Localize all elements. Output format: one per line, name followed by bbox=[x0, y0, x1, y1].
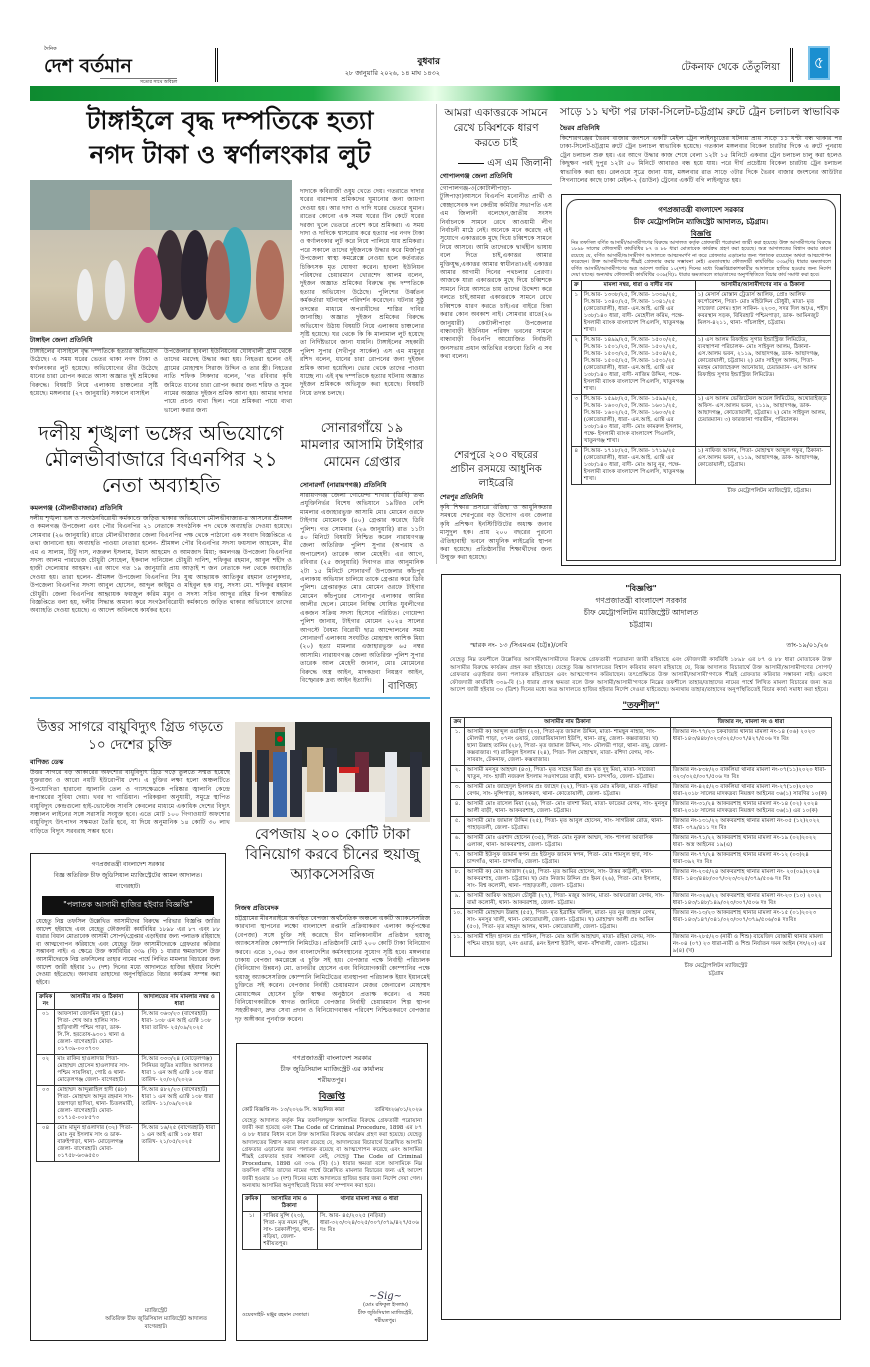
cell-acc: মোঃ মামুন হাওলাদার (৩২) পিতা- মোঃ নুর ইসলাম সাং ও ডাক- বারুইপাড়া, থানা- মোড়েলগঞ্জ জেলা- বাগেরহাট। মোবা- ০১৭৫৮-৬৩৬৫৫০ bbox=[55, 1124, 139, 1162]
table-row bbox=[451, 727, 832, 765]
cell-acc: আসামী মোঃ জাহেদুল ইসলাম প্রঃ জাহেদ (২২), পিতা- মৃত মোঃ মফিজ, মাতা- নাছিমা বেগম, সাং- মুন্সিপাড়া, আলকরণ, থানা- কোতোয়ালী, জেলা- চট্টগ্রাম। bbox=[465, 782, 671, 799]
cell-n: ১ bbox=[572, 291, 582, 336]
cell-n: ০৪ bbox=[37, 1124, 55, 1162]
court-name: চীফ মেট্রোপলিটন ম্যাজিস্ট্রেট আদালত bbox=[583, 608, 699, 617]
newspaper-logo[interactable]: দেশ বর্তমান bbox=[44, 55, 132, 77]
cell-case: জিআর নং-৩১/২৪ আকবরশাহ থানার মামলা নং-১৪ (০২) ২০২৪ ধারা-২০১৮ সালের মাদকদ্রব্য নিয়ন্ত্রণ আইনের ৩৬(১) এর ১০(ক) bbox=[670, 799, 831, 816]
notice-intro: যেহেতু আদালত কর্তৃক নিম্ন তফসিলভুক্ত আসামির বিরুদ্ধে গ্রেফতারী পরোয়ানা জারী করা হয়েছে এবং The Code of Criminal Procedure, 1898 এর ৮৭ ও ৮৮ ধারার বিধান বলে উক্ত আসামির বিরুদ্ধে কার্যক্রম গ্রহণ করা হয়েছে। যেহেতু আদালতের বিশ্বাস করার কারণ রয়েছে যে, আদালতের বিচারার্থে উল্লেখিত আসামি গ্রেফতার এড়ানোর জন্য পলাতক রয়েছে বা আত্মগোপন করেছে এবং আসামির শীঘ্রই গ্রেফতার হবার সম্ভাবনা নেই, সেহেতু The Code of Criminal Procedure, 1898 এর ৩৩৯ (বি) (১) ধারার ক্ষমতা বলে আসামিকে নিম্ন তফসিল বর্ণিত তাদের নামের পার্শ্বে উল্লেখিত মামলার বিচারের জন্য এই আদেশ জারী হওয়ার ১০ (দশ) দিনের মধ্যে আদালতে হাজির হবার জন্য নির্দেশ দেয়া গেল। অন্যথায় আসামির অনুপস্থিতেই বিচার কার্য সম্পাদন করা হবে। bbox=[242, 1118, 422, 1189]
notice-intro: যেহেতু নিম্ন তফশীলে উল্লেখিত আসামী/আসামীদের বিরুদ্ধে গ্রেফতারী পরোয়ানা জারী রহিয়াছে এবং ফৌজদারী কার্যবিধি ১৮৯৮ এর ৮৭ ও ৮৮ ধারা মোতাবেক উক্ত আসামীর বিরুদ্ধে কার্যক্রম গ্রহন করা হইয়াছে। যেহেতু বিজ্ঞ আদালতের বিশ্বাস করিবার কারণ রহিয়াছে যে, বিজ্ঞ আদালত বিচারার্থে উক্ত আসামী/আসামীগণের সোপর্দ/গ্রেফতার এড়াইবার জন্য পলাতক রহিয়াছেন এবং আত্মগোপন করিয়াছেন। তৎপ্রেক্ষিতে উক্ত আসামী/আসামী'গণকে শীঘ্রই গ্রেফতার করিবার সম্ভাবনা নাই। একণে ফৌজদারী কার্যবিধি ৩৩৯-বি (১) ধারার প্রদত্ত ক্ষমতা বলে উক্ত আসামী/আসামী'গণকে নিম্নের তফশীলে তাহার/তাহাদের নামের পার্শ্বে লিখিত মামলা বিচারের জন্য অত্র আদেশ জারী হইবার ৩০ (ত্রিশ) দিনের মধ্যে অত্র আদালতে হাজির হইবার নির্দেশ দেওয়া যাইতেছে। অন্যথায় তাহার/তাহাদের অনুপস্থিতিতেই বিচার কার্য্য সমাধা করা হইবে। bbox=[450, 657, 832, 694]
masthead bbox=[30, 46, 842, 88]
signing-ceremony-photo bbox=[235, 722, 430, 822]
ctg2-table bbox=[450, 717, 832, 957]
cell-case: সি.আর- ১৭১৮/২৫, সি.আর- ১৭১৯/২৫ (কোতোয়ালী), ধারা- এন.আই. এ্যাক্ট এর ১৩৮/১৪০ ধারা, বাদী- মোঃ আবু নূর, পক্ষে- ইসলামী ব্যাংক বাংলাদেশ পিএলসি, খাতুনগঞ্জ শাখা। bbox=[581, 447, 695, 485]
cell-acc: আসামী মোঃ এরশাদ হোসেন (৩৫), পিতা- মোঃ নুরুল আম্মদ, সাং- শাপলা আবাসিক এলাকা, থানা- আকবরশাহ, জেলা- চট্টগ্রাম। bbox=[465, 833, 671, 850]
train-headline[interactable]: সাড়ে ১১ ঘণ্টা পর ঢাকা-সিলেট-চট্টগ্রাম রুটে ট্রেন চলাচল স্বাভাবিক bbox=[560, 106, 840, 118]
table-row bbox=[37, 1010, 220, 1055]
signature: চীফ মেট্রোপলিটন ম্যাজিস্ট্রেট চট্টগ্রাম bbox=[684, 962, 748, 977]
column-header: আসামীর নাম ও ঠিকানা bbox=[55, 993, 139, 1010]
signature: ম্যাজিস্ট্রেট অতিরিক্ত চীফ জুডিসিয়াল ম্যাজিস্ট্রেট আদালত বাগেরহাট। bbox=[105, 1308, 207, 1330]
column-header: ক্রমিক bbox=[243, 1195, 261, 1212]
table-row bbox=[451, 867, 832, 891]
cell-n: ৮. bbox=[451, 867, 465, 891]
cell-acc: মোহাম্মদ আব্দুল্লাহিল হাদী (৪৮) পিতা- মোহাম্মদ আব্দুর রহমান সাং- চন্দ্রপাড়া ছাদিয়া, থানা- চিতলমারী, জেলা- বাগেরহাট। মোবা- ০১৭১৫-০০৮৫৭৩ bbox=[55, 1086, 139, 1124]
cell-n: ৩ bbox=[572, 395, 582, 447]
notice-title: "বিজ্ঞপ্তি" bbox=[625, 584, 657, 593]
section-rule bbox=[30, 697, 430, 699]
table-row bbox=[451, 891, 832, 908]
table-row bbox=[451, 765, 832, 782]
notice-title: বিজ্ঞপ্তি bbox=[690, 230, 712, 238]
lead-body-col3: দাদাকে কবিরাজী ওষুধ খেতে দেয়। গতরাতে দাদার ঘরের বারান্দায় শ্রমিকদের ঘুমানোর জন্য জায়গা দেওয়া হয়। আর দাদা ও দাদি ঘরের ভেতরে ঘুমান। রাতের কোনো এক সময় ঘরের টিন কেটে ঘরের দরজা খুলে ভেতরে প্রবেশ করে শ্রমিকরা। এ সময় দাদা ও দাদিকে শ্বাসরোধ করে হত্যার পর নগদ টাকা ও স্বর্ণালংকার লুট করে নিয়ে পালিয়ে যায় শ্রমিকরা। পরে সকালে তাদের দুইজনকে উদ্ধার করে মির্জাপুর উপজেলা স্বাস্থ্য কমপ্লেক্সে নেওয়া হলে কর্তব্যরত চিকিৎসক মৃত ঘোষণা করেন। হাবলা ইউনিয়ন পরিষদের চেয়ারম্যান খোরশেদ আলম বলেন, দুইজন অজ্ঞাত শ্রমিকের বিরুদ্ধে বৃদ্ধ দম্পতিকে হত্যার অভিযোগ উঠেছে। পুলিশের উর্ধ্বতন কর্মকর্তারা ঘটনাস্থল পরিদর্শন করেছেন। ঘটনার সুষ্ঠু তদন্তের মাধ্যমে অপরাধীদের শাস্তির দাবির জানাচ্ছি। অজ্ঞাত দুইজন শ্রমিকের বিরুদ্ধে অভিযোগ উঠায় বিষয়টি নিয়ে এলাকায় চাঞ্চল্যের সৃষ্টি হয়েছে। ঘর থেকে কি কি মালামাল লুট হয়েছে তা নির্দিষ্টভাবে জানা যায়নি। টাঙ্গাইলের সহকারী পুলিশ সুপার (সখীপুর সার্কেল) এস এম মামুনুর রশিদ বলেন, ধানের চারা রোপনের জন্য দুইজন শ্রমিক আনা হয়েছিল। ভোর থেকে তাদের পাওয়া যাচ্ছে না। এই বৃদ্ধ দম্পতিকে হত্যার ঘটনায় অজ্ঞাত দুইজন শ্রমিককে অভিযুক্ত করা হয়েছে। বিষয়টি নিয়ে তদন্ত চলছে। bbox=[300, 188, 424, 397]
column-header: থানার মামলা নম্বর ও ধারা bbox=[318, 1195, 422, 1212]
cell-case: সি.আর ৪৮২/২৩ (বাগেরহাট) ধারা ১ এন আই এ্যাক্ট ১৩৮ ধারা তারিখ- ১১/০৯/২০২৪ bbox=[139, 1086, 220, 1124]
col-divider bbox=[436, 104, 437, 564]
wind-byline: বাণিজ্য ডেস্ক bbox=[30, 757, 230, 771]
lead-body-col1: টাঙ্গাইলের বাসাইলে বৃদ্ধ দম্পতিকে হত্যার অভিযোগ উঠেছে। এ সময় ঘরের ভেতর থাকা নগদ টাকা ও স্বর্ণালংকার লুট হয়েছে। অভিযোগের তীর উঠেছে ধানের চারা রোপন করতে আসা অজ্ঞাত দুই শ্রমিকের বিরুদ্ধে। বিষয়টি নিয়ে এলাকায় চাঞ্চল্যের সৃষ্টি হয়েছে। মঙ্গলবার (২৭ জানুয়ারি) সকালে বাসাইল bbox=[30, 348, 158, 398]
bepza-byline: নিজস্ব প্রতিবেদক bbox=[235, 903, 430, 917]
signature: চীফ মেট্রোপলিটন ম্যাজিস্ট্রেট, চট্টগ্রাম। bbox=[727, 488, 811, 495]
gov-title: গণপ্রজাতন্ত্রী বাংলাদেশ সরকার bbox=[91, 861, 165, 868]
cell-acc: আসামী মোহাম্মদ উল্লাহ (৫৫), পিতা- মৃত ইব্রাহিম খলিল, মাতা- মৃত নুর জাহান বেগম, সাং- মনসুর খালী, থানা- কোতোয়ালী, জেলা- চট্টগ্রাম। খ) মোহাম্মদ আলী প্রঃ আমিন (৫০), পিতা- মৃত মাহমুদ আলম, থানা- কোতোয়ালী, জেলা- চট্টগ্রাম। bbox=[465, 908, 671, 932]
notice-intro: যেহেতু নিম্ন তফসিল উল্লেখিত আসামীদের বিরুদ্ধে পরিভার বিজ্ঞপ্তি জারির আদেশ হইয়াছে এবং যেহেতু ফৌজদারী কার্যবিধির ১৮৯৮ এর ৮৭ এবং ৮৮ ধারার বিধান মোতাবেক আসামী সোপর্দ/গ্রেপ্তার এড়াইবার জন্য পলাতক রহিয়াছে বা আত্মগোপন করিয়াছে এবং যেহেতু উক্ত আসামীদেরকে গ্রেফতার করিবার সম্ভাবনা নাই। এ ক্ষেত্রে উক্ত কার্যবিধির ৩৩৯ (বি) ১ ধারার ক্ষমতাবলে উক্ত আসামীদেরকে নিম্ন তফসিলের তাহার নামের পার্শ্বে লিখিত মামলার বিচারের জন্য আদেশ জারী হইবার ১০ (দশ) দিনের মধ্যে আদালতে হাজির হইবার নির্দেশ দেওয়া হইতেছে। অন্যথায় তাহাদের অনুপস্থিতিতে বিচার কার্যক্রম সম্পন্ন করা হইবে। bbox=[36, 919, 220, 986]
cell-case: সি.আর ৩৩৩/২৪ (মোড়েলগঞ্জ) সিনিয়র জুডিঃ ম্যাজিঃ আদালত ধারা ১ এন আই এ্যাক্ট ১৩৮ ধারা তারিখ- ২০/০২/২০২৬ bbox=[139, 1055, 220, 1086]
shariatpur-table bbox=[242, 1194, 422, 1250]
table-row bbox=[37, 1124, 220, 1162]
library-headline[interactable]: শেরপুরে ২০০ বছরের প্রাচীন রসময়ে আধুনিক লাইব্রেরি bbox=[450, 450, 542, 489]
quote-author: এস এম জিলানী bbox=[440, 156, 552, 173]
table-row bbox=[572, 395, 831, 447]
bagerhat-table bbox=[36, 992, 220, 1162]
shariatpur-notice bbox=[236, 1043, 428, 1341]
cell-acc: আফসানা জেসমিন খুশ্রা (৪১) পিতা- শেখ আঃ হালিম সাং- হাড়িখালী পশ্চিম পাড়া, ডাক- সি.সি. হরতোষ-৯৩০১ থানা ও জেলা- বাগেরহাট। মোবা- ০১৭৩৯-০০৩৭৩০ bbox=[55, 1010, 139, 1055]
cell-case: জিআর নং-৭১/২২ আকবরশাহ থানার মামলা নং-১৯ (০২)২০২২ ধারা- অস্ত্র আইনের ১৯(এ) bbox=[670, 833, 831, 850]
table-row bbox=[37, 1086, 220, 1124]
cell-n: ১. bbox=[451, 727, 465, 765]
cell-case: জিআর নং-৮৩৮/২০ বাকলিয়া থানার মামলা নং-০৭(১১)২০২০ ধারা- ৩২৩/৩২৫/৩০৭/৫০৬ দঃ বিঃ bbox=[670, 765, 831, 782]
section-label: বাণিজ্য bbox=[388, 681, 418, 692]
bnp-body: দলীয় শৃঙ্খলা ভঙ্গ ও সংগঠনবিরোধী কর্মকাণ্ডে জড়িত থাকার অভিযোগে মৌলভীবাজার-৪ আসনের শ্রীমঙ্গল ও কমলগঞ্জ উপজেলা এবং পৌর বিএনপির ২১ নেতাকে সংগঠনিক পদ থেকে অব্যাহতি দেওয়া হয়েছে। সোমবার (২৬ জানুয়ারি) রাতে মৌলভীবাজার জেলা বিএনপির পক্ষ থেকে পাঠানো এক সংবাদ বিজ্ঞপ্তিতে এ তথ্য জানানো হয়। অব্যাহতি পাওয়া নেতারা হলেন- শ্রীমঙ্গল পৌর বিএনপির সদস্য ফয়সাল আহমেদ, মীর এম এ সালাম, টিটু দাস, নজরুল ইসলাম, টমাস আহমেদ ও আমজাদ মিয়া; কমলগঞ্জ উপজেলা বিএনপির সদস্য আলম পারভেজ চৌধুরী সোহেল, ইকবাল দানিয়েল চৌধুরী দানিশ, শফিকুর রহমান, আবুল শহীদ ও হাজী দেলোয়ার আহমদ। এর আগে গত ১৯ জানুয়ারি প্রায় আড়াই শ জন নেতাকে দল থেকে অব্যাহতি দেওয়া হয়। তারা হলেন- শ্রীমঙ্গল উপজেলা বিএনপির সিঃ যুগ্ম আহ্বায়ক আতিকুর রহমান তালুকদার, উপজেলা বিএনপির সদস্য আবুল হোসেন, আব্দুল কাইয়ুম ও মহিবুল হক বাবু, সদস্য মো. শফিকুর রহমান চৌধুরী। জেলা বিএনপির আহ্বায়ক ফয়জুল করিম ময়ুন ও সদস্য সচিব আব্দুর রহিম রিপন স্বাক্ষরিত বিজ্ঞপ্তিতে বলা হয়, দলীয় সিদ্ধান্ত অমান্য করে সংগঠনবিরোধী কর্মকাণ্ডে জড়িত থাকার অভিযোগে তাদের অব্যাহতি দেওয়া হয়েছে। এ আদেশ অবিলম্বে কার্যকর হবে। bbox=[30, 515, 292, 615]
cell-case: সি.আর- ১৩৩৮/২৫, সি.আর- ১৩৩৯/২৫, সি.আর- ১৩৪০/২৫, সি.আর- ১৩৪১/২৫ (কোতোয়ালী), ধারা- এন.আই. এ্যাক্ট এর ১৩৮/১৪০ ধারা, বাদী- মেহেদীল করিম, পক্ষে- ইসলামী ব্যাংক বাংলাদেশ পিএলসি, খাতুনগঞ্জ শাখা। bbox=[581, 291, 695, 336]
photo-caption: টাঙ্গাইল জেলা প্রতিনিধি bbox=[30, 335, 292, 349]
signature: ~Sig~ (মোঃ রফিকুল ইসলাম) চীফ জুডিসিয়াল ম্যাজিস্ট্রেট, শরীয়তপুর। bbox=[357, 1291, 413, 1324]
column-header: জিআর নং, মামলা নং ও ধারা bbox=[670, 717, 831, 727]
cell-n: ১। bbox=[243, 1212, 261, 1250]
notice-title: "পলাতক আসামী হাজির হইবার বিজ্ঞপ্তি" bbox=[42, 896, 214, 915]
city: চট্টগ্রাম। bbox=[629, 620, 653, 629]
cell-n: ১০. bbox=[451, 908, 465, 932]
bepza-body: চট্টগ্রামের মীরসরাইয়ে অবস্থিত বেপজা অর্থনৈতিক অঞ্চলে একটি অ্যাকসেসরিজ কারখানা স্থাপনের লক্ষ্যে বাংলাদেশ রপ্তানি প্রক্রিয়াকরণ এলাকা কর্তৃপক্ষের (বেপজা) সঙ্গে চুক্তি সই করেছে চীন মালিকানাধীন প্রতিষ্ঠান হুয়াজু অ্যাকসেসরিজ কোম্পানি লিমিটেড। প্রতিষ্ঠানটি মোট ২০০ কোটি টাকা বিনিয়োগ করবে। এতে ১,৩৬৫ জন বাংলাদেশির কর্মসংস্থানের সুযোগ সৃষ্টি হবে। মঙ্গলবার ঢাকায় বেপজা কমপ্লেক্সে এ চুক্তি সই হয়। বেপজার পক্ষে নির্বাহী পরিচালক (বিনিয়োগ উন্নয়ন) মো. তানভীর হোসেন এবং বিনিয়োগকারী কোম্পানির পক্ষে হুয়াজু অ্যাকসেসরিজ কোম্পানি লিমিটেডের ব্যবস্থাপনা পরিচালক ইয়াং ইয়ানমেই চুক্তিতে সই করেন। বেপজার নির্বাহী চেয়ারম্যান মেজর জেনারেল মোহাম্মদ মোয়াজ্জেম হোসেন চুক্তি স্বাক্ষর অনুষ্ঠানে প্রত্যক্ষ করেন। এ সময় বিনিয়োগকারীকে স্বাগত জানিয়ে বেপজার নির্বাহী চেয়ারম্যান শিল্প স্থাপন সহজীকরণ, দ্রুত সেবা প্রদান ও বিনিয়োগবান্ধব পরিবেশ নিশ্চিতকরণে বেপজার দৃঢ় অঙ্গীকার পুনর্ব্যক্ত করেন। bbox=[235, 915, 430, 1023]
memo-line: স্মারক নং- ১৩ /সিএমএম (চট্টঃ)/নেবি তাং-১৯/০১/২৬ bbox=[470, 641, 828, 649]
date: ২৮ জানুয়ারি ২০২৬, ১৪ মাঘ ১৪৩২ bbox=[344, 69, 440, 77]
train-byline: ভৈরব প্রতিনিধি bbox=[560, 123, 842, 137]
crowd-photo-illustration bbox=[30, 180, 292, 332]
court-name: চীফ মেট্রোপলিটন ম্যাজিস্ট্রেট আদালত, চট্টগ্রাম। bbox=[633, 218, 769, 226]
lead-photo bbox=[30, 180, 292, 332]
cell-acc: আসামী মনসুর আহম্মদ (৪৩), পিতা- মৃত সাহেব মিয়া প্রঃ মৃত দুদু মিয়া, মাতা- সাজেরা খাতুন, সাং- হাজী নজরুল ইসলাম সওদাগরের বাড়ী, থানা- চান্দগাঁও, জেলা- চট্টগ্রাম। bbox=[465, 765, 671, 782]
cell-n: ২ bbox=[572, 336, 582, 395]
cell-acc: ১) এস আলম ভেজিটেবল অয়েল লিমিটেড, অথোরাইজ্ড অফিস- এস.আলম ভবন, ২১১৯, আছাদগঞ্জ, ডাক- আছাদগঞ্জ, কোতোয়ালী, চট্টগ্রাম। ২) মোঃ সাইফুল আলম, চেয়ারম্যান। ৩) ফারজানা পারভীন, পরিচালক। bbox=[695, 395, 830, 447]
table-row bbox=[451, 932, 832, 956]
table-row bbox=[572, 336, 831, 395]
ctg-court-notice-1 bbox=[561, 194, 841, 566]
gov-title: গণপ্রজাতন্ত্রী বাংলাদেশ সরকার bbox=[595, 596, 687, 605]
library-byline: শেরপুর প্রতিনিধি bbox=[440, 492, 552, 506]
wind-body: উত্তর সাগরে বড় আকারের অফশোর বায়ুবিদ্যুৎ গ্রিড গড়ে তুলতে সম্মত হয়েছে যুক্তরাজ্য ও আরো নয়টি ইউরোপীয় দেশ। এ চুক্তির লক্ষ্য হলো অঞ্চলটিতে উপযোগিতা হারানো জ্বালানি তেল ও গ্যাসক্ষেত্রকে পরিষ্কার জ্বালানি কেন্দ্রে রূপান্তরের সুবিধা দেয়া। খবর দ্য গার্ডিয়ান। পরিকল্পনা অনুযায়ী, সমুদ্রে স্থাপিত বায়ুবিদ্যুৎ কেন্দ্রগুলো হাই-ভোল্টেজ সাবসি কেবলের মাধ্যমে একাধিক দেশের বিদ্যুৎ সঞ্চালন লাইনের সঙ্গে সরাসরি সংযুক্ত হবে। এতে মোট ১০০ গিগাওয়াট অফশোর বায়ুবিদ্যুৎ উৎপাদন সক্ষমতা তৈরি হবে, যা দিয়ে অনুমানিক ১৪ কোটি ৩০ লাখ বাড়িতে বিদ্যুৎ সরবরাহ সম্ভব হবে। bbox=[30, 769, 230, 835]
cell-acc: আসামী মোঃ জামাল উদ্দিন (২৫), পিতা- মৃত আবুল হোসেন, সাং- সাগরিকা রোড, থানা- পাহাড়তলী, জেলা- চট্টগ্রাম। bbox=[465, 816, 671, 833]
bnp-byline: কমলগঞ্জ (মৌলভীবাজার) প্রতিনিধি bbox=[30, 503, 292, 517]
column-header: আসামীর নাম ঠিকানা bbox=[465, 717, 671, 727]
table-row bbox=[451, 816, 832, 833]
pre-title: দৈনিক bbox=[44, 46, 57, 52]
library-body: কৃষি শিক্ষার প্রসারে ঐতিহ্য ও আধুনিকতার সমন্বয়ে শেরপুরের বড় উদ্যোগ এবং জেলার কৃষি প্রশিক্ষণ ইনস্টিটিউটের অধ্যক্ষ জনাব মাসুদুল হক। প্রায় ২০০ বছরের পুরনো ঐতিহ্যবাহী ভবনে আধুনিক লাইব্রেরি স্থাপন করা হয়েছে। প্রতিষ্ঠানটির শিক্ষার্থীদের জন্য উন্মুক্ত করা হয়েছে। bbox=[440, 504, 552, 562]
footer-note: ওয়েবসাইট- মঞ্জুর রহমান সেতারা। bbox=[242, 1312, 309, 1318]
quote-headline[interactable]: আমরা একাত্তরকে সামনে রেখে চব্বিশকে ধারণ করতে চাই bbox=[444, 107, 548, 149]
cell-n: ২. bbox=[451, 765, 465, 782]
column-header: আদালতের নাম মামলার নম্বর ও ধারা bbox=[139, 993, 220, 1010]
cell-n: ৯. bbox=[451, 891, 465, 908]
cell-case: জিআর নং-৭৭/২৪ আকবরশাহ থানার মামলা নং-১২ (০৩)২৪ ধারা-৩৯২ দঃ বিঃ bbox=[670, 850, 831, 867]
table-row bbox=[451, 908, 832, 932]
cell-acc: মাঃ রাকিব হাওলাদার পিতা- মোহাম্মদ হোসেন হাওলাদার সাং- পশ্চিম সায়লিয়া, পোষ্ট ও থানা- মোড়েলগঞ্জ জেলা- বাগেরহাট। bbox=[55, 1055, 139, 1086]
cell-n: ৪. bbox=[451, 799, 465, 816]
page-number: ৫ bbox=[808, 46, 830, 80]
lead-body-col2: উপজেলার হাবলা ইউনিয়নের ঘোষখালী গ্রাম থেকে তাদের মরদেহ উদ্ধার করা হয়। নিহতরা হলেন ওই গ্রামের মোহাম্মদ সিরাজ উদ্দিন ও তার স্ত্রী। নিহতের নাতি শফিক সিকদার বলেন, 'গত রবিবার কৃষি জমিতে ধানের চারা রোপন করার জন্য শরিফ ও সুমন নামের অজ্ঞাত দুইজন শ্রমিক আনা হয়। আমার দাদার পায়ে প্রচণ্ড ব্যথা ছিল। পরে শ্রমিকরা পায়ে ব্যথা ভালো করার জন্য bbox=[164, 348, 292, 414]
table-row bbox=[451, 850, 832, 867]
section-divider bbox=[383, 679, 384, 693]
cell-acc: আসামী ইউসুফ জামান স্বপন প্রঃ ইউসুফ জামান স্বপন, পিতা- মোঃ শামসুল হুদা, সাং- চান্দগাঁও, থানা- চান্দগাঁও, জেলা- চট্টগ্রাম। bbox=[465, 850, 671, 867]
quote-body: গোপালগঞ্জ-৩(কোটালীপাড়া-টুঙ্গিপাড়া)আসনে বিএনপি মনোনীত প্রার্থী ও স্বেচ্ছাসেবক দল কেন্দ্রীয় কমিটির সভাপতি এস এম জিলানী বলেছেন,জাতীয় সংসদ নির্বাচনকে সামনে রেখে আওয়ামী লীগ নির্বাচনী মাঠে নেই। অনেকে মনে করেছে এই সুযোগে একাত্তরকে মুছে দিয়ে চব্বিশকে সামনে নিয়ে আসবে। আমি তাদেরকে দ্ব্যর্থহীন ভাষায় বলে দিতে চাই,একাত্তর আমার মুক্তিযুদ্ধ,একাত্তর আমার স্বাধীনতা।এই একাত্তর আমার আগামী দিনের পথচলার প্রেরণা।আজকে যারা একাত্তরকে মুছে দিয়ে চব্বিশকে সামনে নিয়ে আসতে চায় তাদের উদ্দেশ্য করে বলতে চাই,আমরা একাত্তরকে সামনে রেখে চব্বিশকে ধারণ করতে চাই।এর বাইরে চিন্তা করার কোন অবকাশ নাই। সোমবার রাতে(২৬ জানুয়ারী) কোটালীপাড়া উপজেলার বান্ধাবাড়ী ইউনিয়ন পরিষদ ভবনের সামনে বান্ধাবাড়ী বিএনপি আয়োজিত নির্বাচনী জনসভায় প্রধান অতিথির বক্তব্যে তিনি এ সব কথা বলেন। bbox=[440, 185, 552, 361]
table-row bbox=[451, 782, 832, 799]
cell-case: জিআর নং-৭৭/২৩ চকবাজার থানার মামলা নং-১৪ (০৬) ২০২৩ ধারা-১৪৩/৪৪৮/৩২৩/৩২৫/৩০৭/৪২৭/৫০৬ দঃ বিঃ bbox=[670, 727, 831, 765]
cell-case: সি.আর- ১৫৯৮/২৫, সি.আর- ১৫৯৯/২৫, সি.আর- ১৬০০/২৫, সি.আর- ১৬০১/২৫, সি.আর- ১৬০২/২৫, সি.আর- ১৬০৩/২৫ (কোতোয়ালী), ধারা- এন.আই. এ্যাক্ট এর ১৩৮/১৪০ ধারা, বাদী- মোঃ কামরুল ইসলাম, পক্ষে- ইসলামী ব্যাংক বাংলাদেশ পিএলসি, খাতুনগঞ্জ শাখা। bbox=[581, 395, 695, 447]
memo-line: কোর্ট বিজ্ঞপ্তি নং- ১৩/২০২৬ সি. আর/নিজ কারা তারিখঃ২৬/০১/২০২৬ bbox=[242, 1107, 422, 1113]
column-header: আসামির নাম ও ঠিকানা bbox=[261, 1195, 318, 1212]
signature-scribble: ~Sig~ bbox=[368, 1291, 403, 1302]
cell-n: ৭. bbox=[451, 850, 465, 867]
table-row bbox=[451, 799, 832, 816]
court-name: চীফ জুডিসিয়াল ম্যাজিস্ট্রেট এর কার্যালয় bbox=[280, 1065, 384, 1073]
cell-case: জিআর নং-১৩১/২২ আকবরশাহ থানার মামলা নং-০৫ (১২)২০২২ ধারা- ৩৭৯/৪১১ দঃ বিঃ bbox=[670, 816, 831, 833]
cell-acc: ১) মেসার্স মোস্তান ট্রেডার্স আলিফ, প্রোঃ আলিফ কর্পোরেশন, পিতা- মোঃ মহিউদ্দিন চৌধুরী, মাতা- মৃত সাজেদা বেগম। হাল সাকিন- ২২৩৩, সদর দিল আ/এ, শহীদ কবরস্থান সড়ক, বিবিরহাট পশ্চিমপাড়া, ডাক- আমিনজুট মিলস-৪২১১, থানা- পাঁচলাইশ, চট্টগ্রাম। bbox=[695, 291, 830, 336]
cell-n: ৫. bbox=[451, 816, 465, 833]
cell-acc: ১) নাফিজ আলম, পিতা- মোহাম্মদ আব্দুল গফুর, ঠিকানা- এস.আলম ভবন, ২১১৯, আছাদগঞ্জ, ডাক- আছাদগঞ্জ, কোতোয়ালী, চট্টগ্রাম। bbox=[695, 447, 830, 485]
cell-acc: আসামী ক) মোঃ আজাদ (২৪), পিতা- মৃত আমির হোসেন, সাং- উত্তর কাট্টলী, থানা- আকবরশাহ, জেলা- চট্টগ্রাম। খ) মোঃ নিজাম উদ্দিন প্রঃ ইমন (২৬), পিতা- মোঃ ইসলাম, সাং- বিশ্ব কলোনী, থানা- পাহাড়তলী, জেলা- চট্টগ্রাম। bbox=[465, 867, 671, 891]
cell-acc: আসামী মোঃ রাসেল মিয়া (২৬), পিতা- মোঃ বাদশা মিয়া, মাতা- ফাতেমা বেগম, সাং- মুনসুর আলী বাড়ী, থানা- আকবরশাহ, জেলা- চট্টগ্রাম। bbox=[465, 799, 671, 816]
schedule-title: "তফশীল" bbox=[622, 700, 660, 711]
ctg1-table bbox=[571, 280, 831, 485]
gov-title: গণপ্রজাতন্ত্রী বাংলাদেশ সরকার bbox=[658, 206, 744, 214]
cell-case: সি. আর- ৪৫/২০২৫ (নড়িয়া) ধারা-৩২৩/৩২৪/৩২৫/৩০৭/৩৭৯/৪২৭/৫০৬ দঃ বিঃ bbox=[318, 1212, 422, 1250]
gov-title: গণপ্রজাতন্ত্রী বাংলাদেশ সরকার bbox=[292, 1054, 372, 1062]
cell-case: সি.আর ৩৬৩/২৩ (বাগেরহাট) ধারা- ১৩৮ এন আই এ্যাক্ট ১৩৮ ধারা তারিখ- ২৫/০৯/২০২৫ bbox=[139, 1010, 220, 1055]
tiger-byline: সোনারগাঁ (নারায়ণগঞ্জ) প্রতিনিধি bbox=[300, 480, 424, 494]
table-row bbox=[451, 833, 832, 850]
ctg-court-notice-2 bbox=[441, 574, 841, 1320]
header-divider bbox=[790, 48, 793, 82]
lead-headline[interactable]: টাঙ্গাইলে বৃদ্ধ দম্পতিকে হত্যা নগদ টাকা ও স্বর্ণালংকার লুট bbox=[86, 106, 374, 169]
bepza-photo bbox=[235, 722, 430, 822]
cell-case: সি.আর ১৬/২৫ (বাগেরহাট) ধারা ১ এন আই এ্যাক্ট ১৩৮ ধারা তারিখ- ২১/০৫/২০২৫ bbox=[139, 1124, 220, 1162]
tiger-body: নারায়ণগঞ্জ জেলা গোয়েন্দা শাখার (ডিবি) তথ্য প্রযুক্তিনির্ভর বিশেষ অভিযানে ১৯টিরও বেশি মামলার এজাহারভুক্ত আসামি মোঃ মোমেন ওরফে টাইগার মোমেনকে (৪০) গ্রেপ্তার করেছে ডিবি পুলিশ। গত সোমবার (২৬ জানুয়ারি) রাত ১১টা ৪০ মিনিটে বিষয়টি নিশ্চিত করেন নারায়ণগঞ্জ জেলা অতিরিক্ত পুলিশ সুপার (অপরাধ ও অপারেশন) তারেক আল মেহেদী। এর আগে, রবিবার (২৫ জানুয়ারি) দিবাগত রাত আনুমানিক ২টা ১৫ মিনিটে সোনারগাঁ উপজেলার কাঁচপুর এলাকায় অভিযান চালিয়ে তাকে গ্রেপ্তার করে ডিবি পুলিশ। গ্রেপ্তারকৃত মোঃ মোমেন ওরফে টাইগার মোমেন কাঁচপুরের সোনাপুর এলাকার আমির আলীর ছেলে। মোমেন নিষিদ্ধ ঘোষিত যুবলীগের একজন সক্রিয় সদস্য হিসেবে পরিচিত। গোয়েন্দা পুলিশ জানায়, টাইগার মোমেন ২০২৪ সালের আগস্টে বৈষম্য বিরোধী ছাত্র আন্দোলনের সময় সোনারগাঁ এলাকায় সংঘটিত মোহাম্মদ আশিক মিয়া (২০) হত্যা মামলার এজাহারভুক্ত ৬৫ নম্বর আসামি। নারায়ণগঞ্জ জেলা অতিরিক্ত পুলিশ সুপার তারেক আল মেহেদী জানান, মোঃ মোমেনের বিরুদ্ধে অস্ত্র আইন, মাদকদ্রব্য নিয়ন্ত্রণ আইন, বিস্ফোরক দ্রব্য আইন ইত্যাদি। bbox=[300, 492, 424, 684]
column-header: ক্রম bbox=[451, 717, 465, 727]
cell-case: জিআর নং-৪২৫/২৩ বাকলিয়া থানার মামলা নং-২৭(১০)২০২৩ ধারা-২০১৮ সালের মাদকদ্রব্য নিয়ন্ত্রণ আইনের ৩৬(১) সারণির ১০(ক) bbox=[670, 782, 831, 799]
wind-headline[interactable]: উত্তর সাগরে বায়ুবিদ্যুৎ গ্রিড গড়তে ১০ দেশের চুক্তি bbox=[36, 719, 224, 753]
slogan: সত্যের সাথে অবিচল bbox=[100, 78, 177, 86]
cell-n: ৪ bbox=[572, 447, 582, 485]
bnp-headline[interactable]: দলীয় শৃঙ্খলা ভঙ্গের অভিযোগে মৌলভীবাজারে বিএনপির ২১ নেতা অব্যাহতি bbox=[38, 421, 284, 497]
train-body: কিশোরগঞ্জের ভৈরব বাজার জংশনে একটি মেইল ট্রেন লাইনচ্যুতের ঘটনায় প্রায় সাড়ে ১১ ঘণ্টা বন্ধ থাকার পর ঢাকা-সিলেট-চট্টগ্রাম রুটে ট্রেন চলাচল স্বাভাবিক হয়েছে। গতকাল মঙ্গলবার বিকেল চারটার দিকে এ রুটে পুনরায় ট্রেন চলাচল শুরু হয়। এর আগে উদ্ধার কাজ শেষে বেলা ১২টা ১৫ মিনিটে একবার ট্রেন চলাচল চালু করা হলেও কিছুক্ষণ পরই দুপুর ১২টা ৫০ মিনিটে আবারও বন্ধ হয়ে যায়। পরে দীর্ঘ প্রচেষ্টায় বিকেল চারটায় ট্রেন চলাচল স্বাভাবিক করা হয়। রেলওয়ে সূত্রে জানা যায়, মঙ্গলবার রাত সাড়ে ৩টার দিকে ভৈরব বাজার জংশনের আউটার সিগন্যালের কাছে ঢাকা মেইল-২ (ডাউন) ট্রেনের একটি বগি লাইনচ্যুত হয়। bbox=[560, 135, 842, 185]
green-rule bbox=[30, 86, 840, 101]
table-row bbox=[37, 1055, 220, 1086]
cell-case: জিআর নং-২৩৫/২৪ আকবরশাহ থানার মামলা নং- ২০(০৯)২০২৪ ধারা- ১৪৩/৪৪৮/৩০৭/৩২৩/৩২৫/৩৭৯/৫০৬ দঃ বিঃ bbox=[670, 867, 831, 891]
cell-case: সি.আর- ১৪৯৯/২৫, সি.আর- ১৫০০/২৫, সি.আর- ১৫০১/২৫, সি.আর- ১৫০২/২৫, সি.আর- ১৫০৩/২৫, সি.আর- ১৫০৪/২৫, সি.আর- ১৫০৫/২৫, সি.আর- ১৫৩১/২৫ (কোতোয়ালী), ধারা- এন.আই. এ্যাক্ট এর ১৩৮/১৪০ ধারা, বাদী- নাজিম উদ্দিন, পক্ষে- ইসলামী ব্যাংক বাংলাদেশ পিএলসি, খাতুনগঞ্জ শাখা। bbox=[581, 336, 695, 395]
cell-n: ০৩ bbox=[37, 1086, 55, 1124]
cell-n: ০২ bbox=[37, 1055, 55, 1086]
bepza-headline[interactable]: বেপজায় ২০০ কোটি টাকা বিনিয়োগ করবে চীনের হুয়াজু অ্যাকসেসরিজ bbox=[245, 825, 420, 883]
cell-n: ০১ bbox=[37, 1010, 55, 1055]
cell-case: জিআর নং-১৩/২৩ আকবরশাহ থানার মামলা নং-১৫ (০১)২০২৩ ধারা-১৪৩/১৪৭/৩৪১/৩২৩/৩০৭/৩৭৯/৫০৬/৩৪ দঃবিঃ bbox=[670, 908, 831, 932]
cell-acc: সাব্বির মুন্সি (২৩), পিতা- মৃত নয়ন মুন্সি, সাং- চরকালীপুর, থানা- নড়িয়া, জেলা- শরীয়তপুর। bbox=[261, 1212, 318, 1250]
column-header: আসামীর/আসামীগণের নাম ও ঠিকানা bbox=[695, 281, 830, 291]
city: শরীয়তপুর। bbox=[317, 1076, 347, 1084]
cell-acc: আসামী আরিফ আহমেদ চৌধুরী (২৭), পিতা- মজুর আলম, মাতা- আফরোজা বেগম, সাং- বার্মা কলোনী, থানা- আকবরশাহ, জেলা- চট্টগ্রাম। bbox=[465, 891, 671, 908]
header-divider bbox=[215, 48, 218, 82]
weekday: বুধবার bbox=[417, 57, 440, 67]
cell-case: জিআর নং-৩২৬/২২ আকবরশাহ থানার মামলা নং-২৩ (১০) ২০২২ ধারা-১৪৩/১৪৮/১৪৯/৩২৩/৩০৭/৫০৬ দঃ বিঃ bbox=[670, 891, 831, 908]
cell-n: ৩. bbox=[451, 782, 465, 799]
quote-byline: গোপালগঞ্জ জেলা প্রতিনিধি bbox=[440, 171, 552, 185]
cell-acc: আসামী শহিদ হাসান প্রঃ শাকিল, পিতা- মোঃ আলি আহাম্মদ, মাতা- রহিমা বেগম, সাং- পশ্চিম বাহার ছড়া, ২নং ওয়ার্ড, ৪নং ইলশা ইউপি, থানা- বাঁশখালী, জেলা- চট্টগ্রাম। bbox=[465, 932, 671, 956]
column-header: ক্র bbox=[572, 281, 582, 291]
tiger-headline[interactable]: সোনারগাঁয়ে ১৯ মামলার আসামি টাইগার মোমেন গ্রেপ্তার bbox=[300, 421, 424, 470]
cell-n: ১১. bbox=[451, 932, 465, 956]
table-row bbox=[572, 447, 831, 485]
bagerhat-notice bbox=[30, 853, 226, 1341]
court-name: বিজ্ঞ অতিরিক্ত চীফ জুডিসিয়াল ম্যাজিস্ট্রেটের আমল আদালত। bbox=[53, 872, 203, 879]
cell-case: জিআর নং-২৮৫/২৩ (নারী ও শিশু) বায়েজিদ বোস্তামী থানার মামলা নং-০৪ (০৭) ২৩ ধারা-নারী ও শিশু নির্যাতন দমন আইন (সং/২০) এর ৯(৪) (খ) bbox=[670, 932, 831, 956]
cell-n: ৬. bbox=[451, 833, 465, 850]
notice-title: বিজ্ঞপ্তি bbox=[318, 1092, 346, 1102]
notice-intro: নিম্ন তফসিল বর্ণিত আসামী/আসামীগণের বিরুদ্ধে আদালত কর্তৃক গ্রেফতারী পরোয়ানা জারী করা হয়েছে। উক্ত আসামীগণের বিরুদ্ধে ১৮৯৮ সালের ফৌজদারী কার্যবিধির ৮৭ ও ৮৮ ধারা মোতাবেক কার্যক্রম গ্রহণ করা হয়েছে। অত্র আদালতের বিশ্বাস করার কারণ রয়েছে যে, বর্ণিত আসামী/আসামীগণ আদালতে আত্মসমর্পণ না করে গ্রেফতার এড়ানোর জন্য পলাতক রয়েছেন অথবা আত্মগোপন করেছেন। উক্ত আসামীগণের শীঘ্রই গ্রেফতার করার সম্ভাবনা নেই। এমতাবস্থায় ফৌজদারী কার্যবিধির ৩৩৯(বি) ধারার ক্ষমতাবলে বর্ণিত আসামী/আসামীগণের অত্র আদেশ জারির ১০(দশ) দিনের মধ্যে বিজ্ঞপ্তিপ্রকাশকারীর আদালতে হাজির হওয়ার জন্য নির্দেশ দেয়া যাচ্ছে। অন্যথায় ফৌজদারী কার্যবিধির ৩৩৯(বি)১ ধারার ক্ষমতাবলে তার/তাদের অনুপস্থিতিতে বিচার কার্য সমাধা করা হবে। bbox=[571, 240, 831, 279]
city: বাগেরহাট। bbox=[115, 883, 141, 890]
tagline: টেকনাফ থেকে তেঁতুলিয়া bbox=[681, 62, 780, 73]
column-header: মামলা নম্বর, ধারা ও বাদীর নাম bbox=[581, 281, 695, 291]
cell-acc: ১) এস আলম রিফাইন্ড সুগার ইন্ডাস্ট্রিজ লিমিটেড, ব্যবস্থাপনা পরিচালক- মোঃ সাইফুল আলম, ঠিকানা- এস.আলম ভবন, ২১১৯, আছাদগঞ্জ, ডাক- আছাদগঞ্জ, কোতোয়ালী, চট্টগ্রাম। ২) মোঃ সাইদুল আলম, পিতা- মরহুম মোজাহেরুল আনোয়ার, চেয়ারম্যান- এস আলম রিফাইন্ড সুগার ইন্ডাস্ট্রিজ লিমিটেড। bbox=[695, 336, 830, 395]
table-row bbox=[243, 1212, 422, 1250]
cell-acc: আসামী ক) আব্দুল ওয়াহিদ (২৩), পিতা-মৃত জামাল উদ্দিন, মাতা- শামছুন নাহার, সাং- মৌলভী পাড়া, ০৭নং ওয়ার্ড, জোয়ারিয়ানালা ইউপি, থানা- রামু, জেলা- কক্সবাজার। খ) ছানা উল্লাহ তানিম (২৮), পিতা- মৃত জামাল উদ্দিন, সাং- মৌলভী পাড়া, থানা- রামু, জেলা- কক্সবাজার। গ) রাকিবুল ইসলাম (২৪), পিতা- দিল মোহাম্মদ, মাতা- রশিদা বেগম, সাং- সাবরাং, টেকনাফ, জেলা- কক্সবাজার। bbox=[465, 727, 671, 765]
table-row bbox=[572, 291, 831, 336]
column-header: ক্রমিক নং bbox=[37, 993, 55, 1010]
